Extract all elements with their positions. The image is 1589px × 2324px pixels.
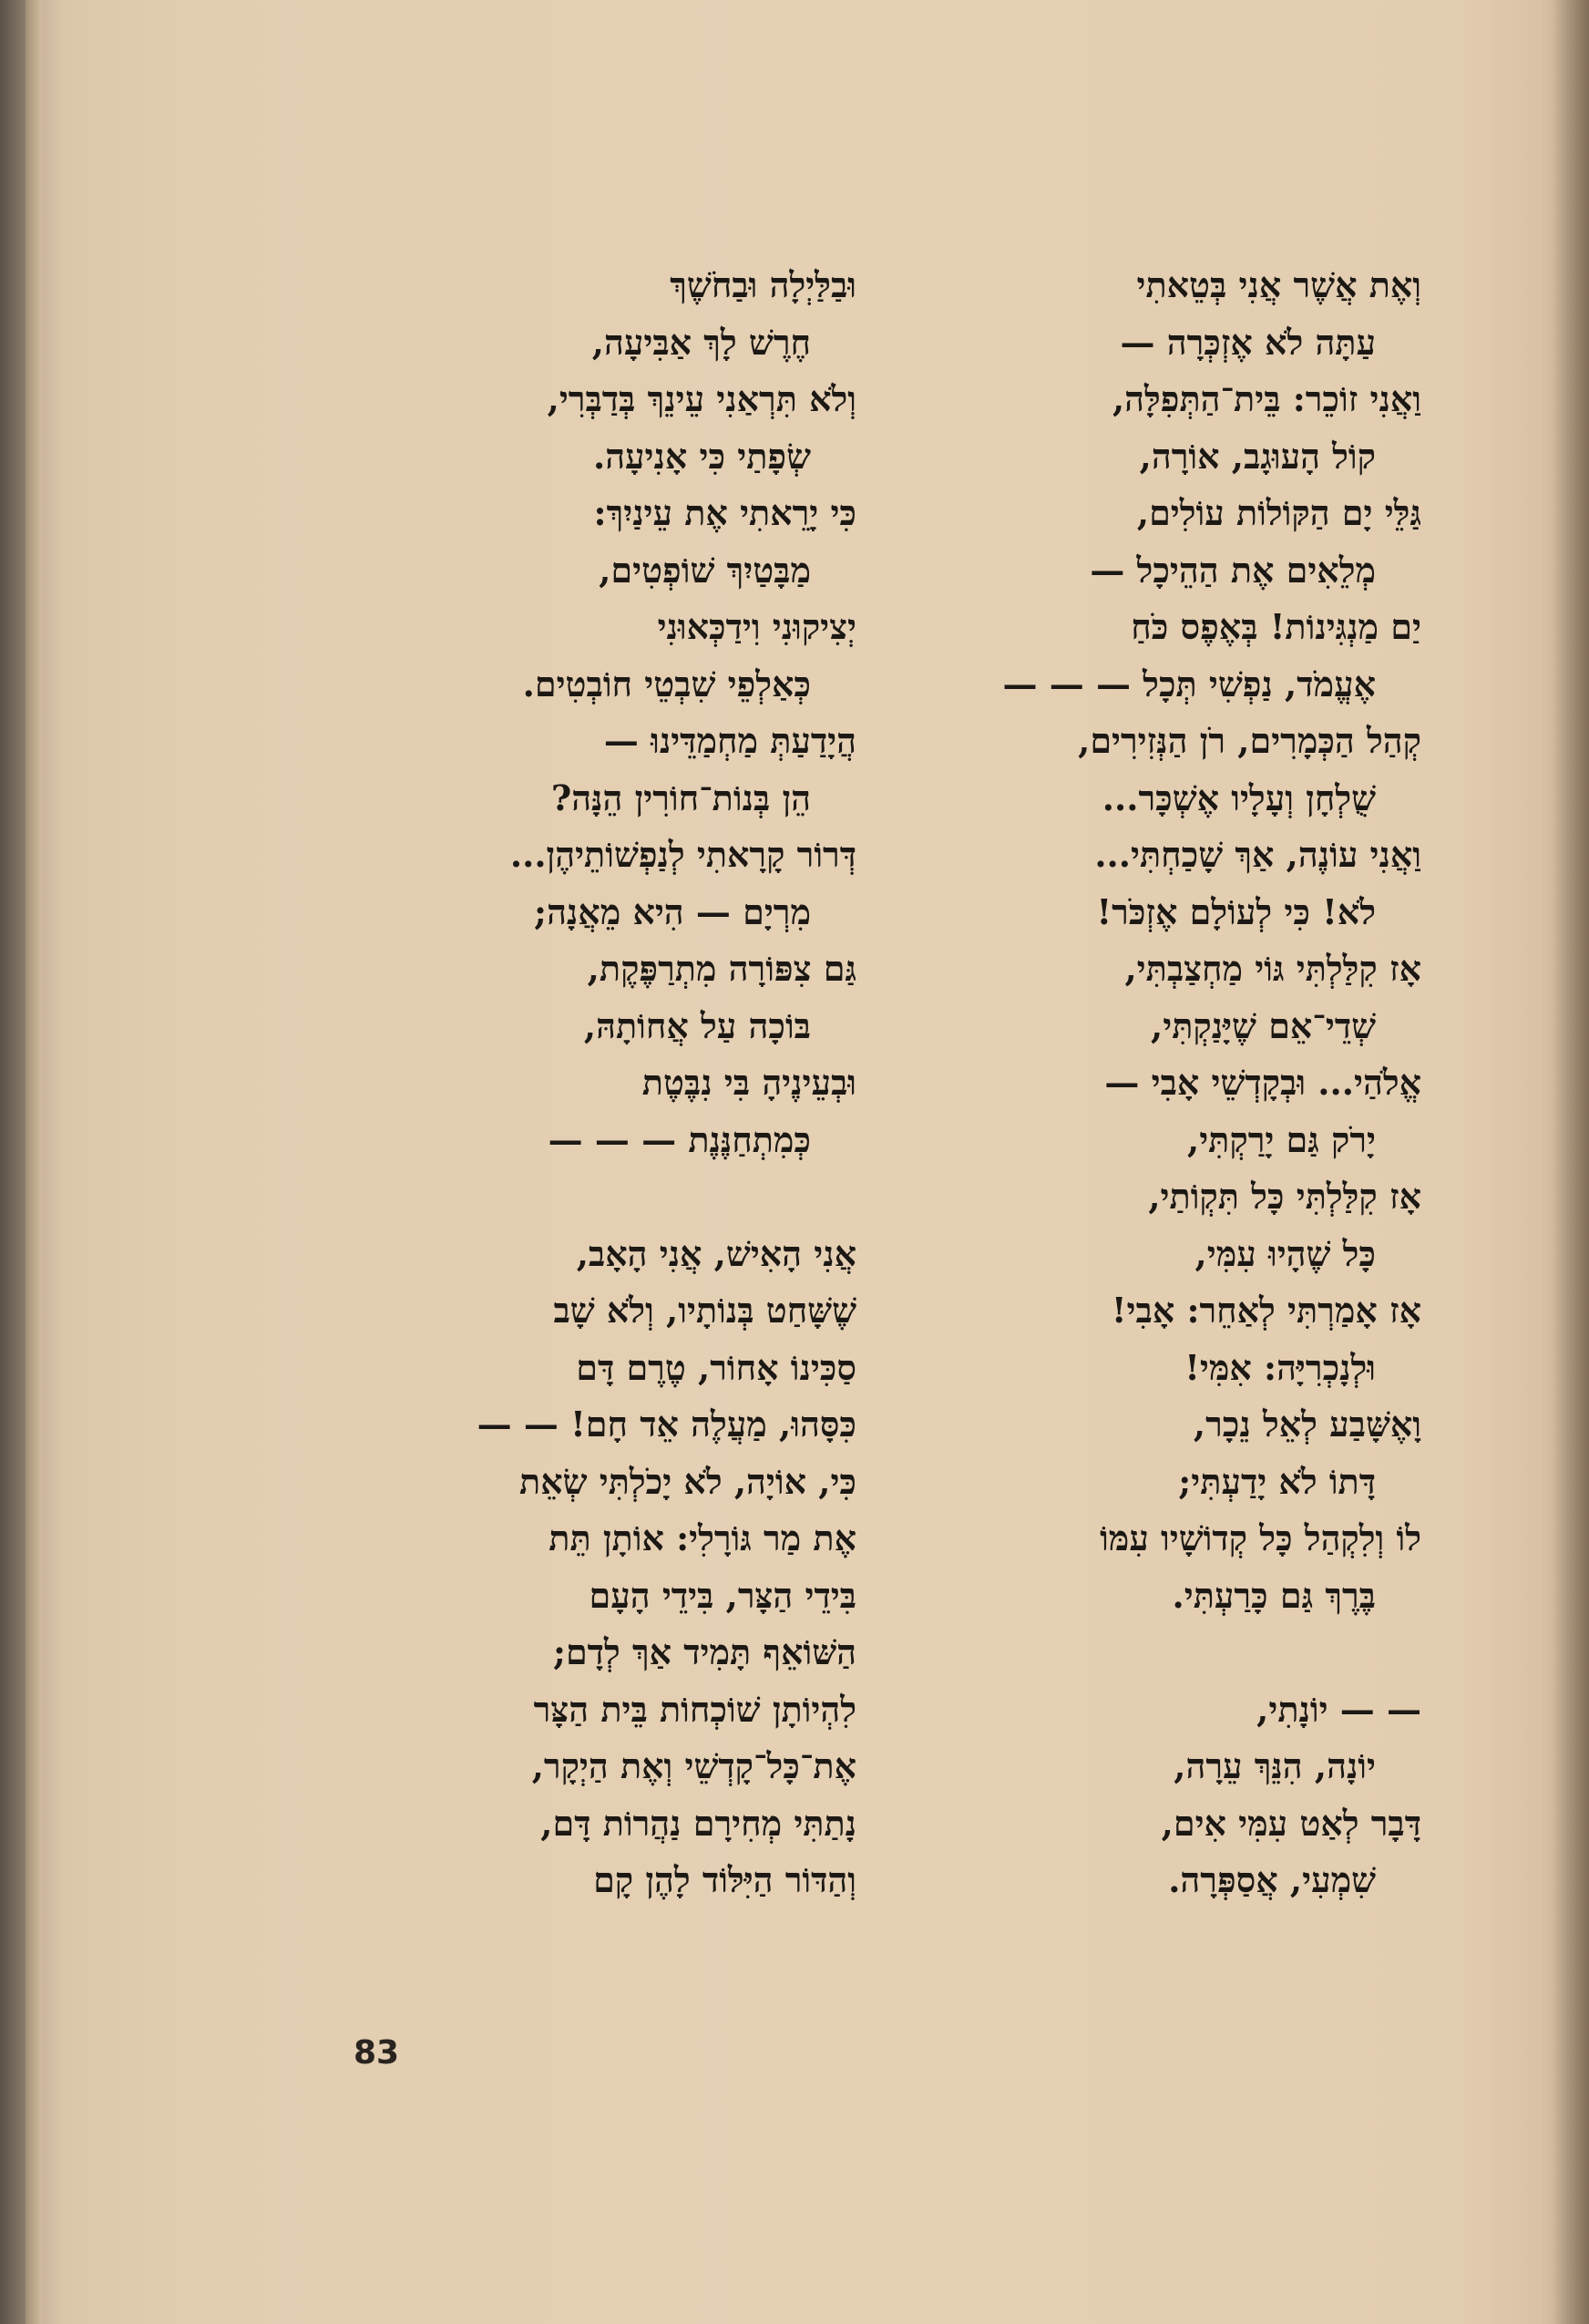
- poem-right-line: [929, 1624, 1421, 1681]
- poem-left-line: אֶת מַר גּוֹרָלִי: אוֹתָן תֵּת: [548, 1517, 856, 1558]
- poem-right-line: וָאֶשָּׁבַע לְאֵל נֵכָר,: [1193, 1404, 1421, 1445]
- poem-left-line: [392, 1168, 856, 1226]
- poem-right-line: יוֹנָה, הִנֵּךְ עֵרָה,: [1174, 1745, 1376, 1786]
- poem-left-line: בִּידֵי הַצָּר, בִּידֵי הָעָם: [589, 1574, 856, 1616]
- poem-left-line: שֶׁשָּׁחַט בְּנוֹתָיו, וְלֹא שָׁב: [553, 1290, 856, 1331]
- poem-left-line: אֲנִי הָאִישׁ, אֲנִי הָאָב,: [576, 1232, 856, 1274]
- poem-left-line: כְּאַלְפֵי שִׁבְטֵי חוֹבְטִים.: [522, 663, 811, 704]
- poem-left-line: וּבַלַּיְלָה וּבַחֹשֶׁךְ: [670, 264, 856, 305]
- poem-left-line: הֲיָדַעַתְּ מַחְמַדֵּינוּ —: [603, 720, 856, 761]
- poem-left-line: אֶת־כָּל־קָדְשֵׁי וְאֶת הַיְקָר,: [531, 1745, 856, 1786]
- poem-right-line: לוֹ וְלִקְהַל כָּל קְדוֹשָׁיו עִמּוֹ: [1100, 1517, 1421, 1558]
- poem-left-line: סַכִּינוֹ אָחוֹר, טֶרֶם דָּם: [576, 1346, 856, 1388]
- poem-right-line: יָרֹק גַּם יָרַקְתִּי,: [1186, 1118, 1376, 1160]
- poem-left-line: כִּי יָרֵאתִי אֶת עֵינַיִךְ:: [593, 492, 856, 533]
- poem-right-line: לֹא! כִּי לְעוֹלָם אֶזְכֹּר!: [1096, 890, 1376, 932]
- poem-right-line: עַתָּה לֹא אֶזְכְּרָה —: [1120, 321, 1376, 363]
- poem-column-right: [929, 257, 1421, 1909]
- page-gutter: [26, 0, 42, 2324]
- page-edge-shadow: [1553, 0, 1589, 2324]
- poem-right-line: וּלְנָכְרִיָּה: אִמִּי!: [1184, 1346, 1376, 1388]
- poem-right-line: שִׁמְעִי, אֲסַפְּרָה.: [1168, 1859, 1376, 1900]
- poem-left-line: מִרְיָם — הִיא מֵאֲנָה;: [534, 890, 811, 932]
- poem-column-left: [392, 257, 856, 1909]
- page-number: 83: [354, 2034, 400, 2072]
- poem-right-line: שְׁדֵי־אֵם שֶׁיָּנַקְתִּי,: [1151, 1004, 1376, 1046]
- poem-right-line: מְלֵאִים אֶת הַהֵיכָל —: [1090, 549, 1376, 591]
- poem-left-line: חֶרֶשׁ לָךְ אַבִּיעָה,: [591, 321, 811, 363]
- poem-right-line: אֶעֱמֹד, נַפְשִׁי תְּכָל — — —: [1002, 663, 1376, 704]
- poem-right-line: דָּתוֹ לֹא יָדַעְתִּי;: [1178, 1460, 1376, 1502]
- poem-right-line: אָז קִלַּלְתִּי גּוֹי מַחְצַבְתִּי,: [1124, 948, 1421, 989]
- poem-left-line: וּבְעֵינֶיהָ בִּי נִבֶּטֶת: [641, 1062, 856, 1103]
- poem-left-line: כִּי, אוֹיָה, לֹא יָכֹלְתִּי שְׂאֵת: [519, 1460, 856, 1502]
- poem-right-line: וַאֲנִי עוֹנֶה, אַךְ שָׁכַחְתִּי...: [1094, 834, 1421, 875]
- poem-right-line: אָז אָמַרְתִּי לְאַחֵר: אָבִי!: [1111, 1290, 1421, 1331]
- poem-right-line: — — יוֹנָתִי,: [1256, 1688, 1421, 1730]
- poem-right-line: קְהַל הַכְּמָרִים, רֹן הַנְּזִירִים,: [1078, 720, 1421, 761]
- poem-right-line: גַּלֵּי יָם הַקּוֹלוֹת עוֹלִים,: [1136, 492, 1421, 533]
- poem-left-line: מַבָּטַיִךְ שׁוֹפְטִים,: [599, 549, 811, 591]
- poem-right-line: כָּל שֶׁהָיוּ עִמִּי,: [1194, 1232, 1376, 1274]
- poem-left-line: נָתַתִּי מְחִירָם נַהֲרוֹת דָּם,: [540, 1802, 856, 1844]
- poem-left-line: כִּסָּהוּ, מַעֲלֶה אֵד חָם! — —: [477, 1404, 856, 1445]
- poem-left-line: לִהְיוֹתָן שׁוֹכְחוֹת בֵּית הַצָּר: [533, 1688, 856, 1730]
- poem-left-line: יְצִיקוּנִי וִידַכְּאוּנִי: [657, 606, 856, 647]
- poem-left-line: בּוֹכָה עַל אֲחוֹתָהּ,: [583, 1004, 811, 1046]
- poem-right-line: וַאֲנִי זוֹכֵר: בֵּית־הַתְּפִלָּה,: [1112, 378, 1421, 419]
- poem-right-line: אֱלֹהַי... וּבְקָדְשֵׁי אָבִי —: [1104, 1062, 1421, 1103]
- poem-right-line: בֶּרֶךְ גַּם כָּרַעְתִּי.: [1172, 1574, 1376, 1616]
- poem-left-line: דְּרוֹר קָרָאתִי לְנַפְשׁוֹתֵיהֶן...: [509, 834, 856, 875]
- poem-right-line: דָּבָר לְאַט עִמִּי אִים,: [1161, 1802, 1421, 1844]
- poem-left-line: הֵן בְּנוֹת־חוֹרִין הֵנָּה?: [551, 776, 811, 818]
- poem-right-line: אָז קִלַּלְתִּי כָּל תִּקְוֹתַי,: [1148, 1176, 1421, 1217]
- poem-left-line: כְּמִתְחַנֶּנֶת — — —: [548, 1118, 811, 1160]
- poem-right-line: יַם מַנְגִּינוֹת! בְּאֶפֶס כֹּחַ: [1131, 606, 1421, 647]
- poem-left-line: שְׂפָתַי כִּי אָנִיעָה.: [592, 435, 811, 477]
- poem-left-line: וְהַדּוֹר הַיִּלּוֹד לָהֶן קָם: [593, 1859, 856, 1900]
- poem-right-line: וְאֶת אֲשֶׁר אֲנִי בְּטֵאתִי: [1136, 264, 1421, 305]
- poem-left-line: גַּם צִפּוֹרָה מִתְרַפֶּקֶת,: [587, 948, 856, 989]
- poem-right-line: שֻׁלְחָן וְעָלָיו אֶשְׁכָּר...: [1102, 776, 1376, 818]
- poem-left-line: וְלֹא תִּרְאַנִי עֵינֵךְ בְּדַבְּרִי,: [547, 378, 856, 419]
- poem-left-line: הַשּׁוֹאֵף תָּמִיד אַךְ לְדָם;: [552, 1631, 856, 1672]
- poem-right-line: קוֹל הָעוּגָב, אוֹרָה,: [1139, 435, 1376, 477]
